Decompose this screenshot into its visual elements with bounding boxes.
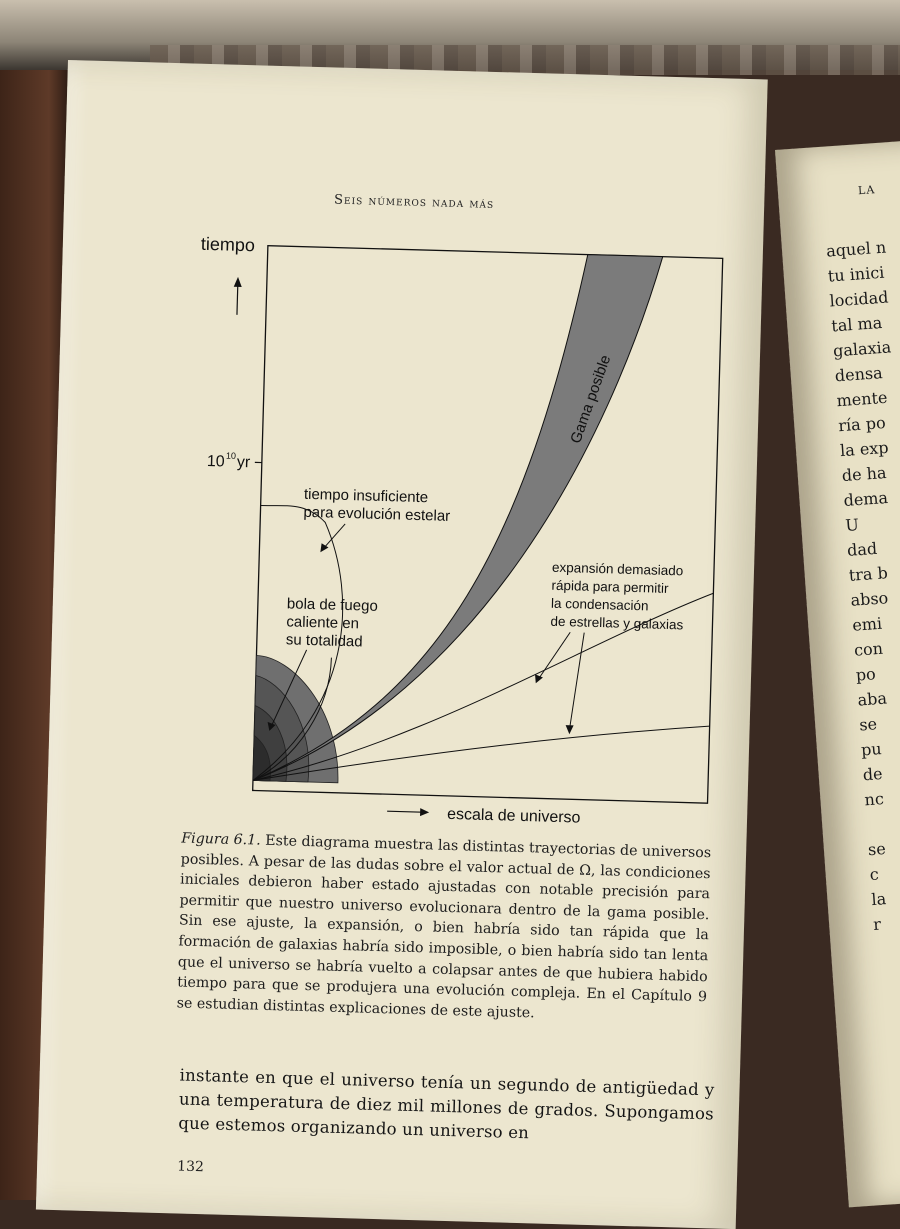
right-page-line: aba [857,689,888,710]
expansion-label-3: la condensación [551,596,649,614]
right-page-line: se [867,839,886,859]
y-axis-arrowhead [234,277,242,287]
y-axis-arrow [237,283,238,315]
right-page-line: nc [864,789,885,809]
left-page [36,60,768,1229]
expansion-pointer-2 [570,632,585,729]
right-page-line: con [853,639,883,660]
insufficient-label-1: tiempo insuficiente [304,486,429,506]
right-page-head: LA [858,183,876,197]
band-label: Gama posible [567,353,614,446]
right-page-line: se [859,714,878,734]
right-page-line: mente [836,388,888,411]
right-page-line: de ha [841,463,887,485]
x-axis-label: escala de universo [447,806,581,827]
right-page-line: U [845,515,860,535]
right-page-line: aquel n [826,238,887,261]
fireball-label-2: caliente en [286,613,359,632]
running-head: Seis números nada más [214,189,614,215]
figure-caption [176,828,711,1028]
right-page [775,140,900,1207]
right-page-line: abso [850,588,889,610]
right-page-line: tal ma [831,313,883,336]
diagram-svg [176,234,753,869]
x-axis-arrowhead [420,808,429,816]
caption-text: Este diagrama muestra las distintas trayectorias de universos posibles. A pesar de las dudas sobre el valor actual de Ω, las condiciones iniciales debieron haber estado ajustadas con notable precisión para permitir que nuestro universo evolucionara dentro de la gama posible. Sin ese ajuste, la expansión, o bien habría sido tan rápida que la formación de galaxias habría sido imposible, o bien habría sido tan lenta que el universo se habría vuelto a colapsar antes de que hubiera habido tiempo para que se produjera una evolución compleja. En el Capítulo 9 se estudian distintas explicaciones de este ajuste. [176,833,711,1021]
right-page-line: la [871,889,887,909]
fireball-label-3: su totalidad [286,631,363,650]
right-page-line: c [869,865,879,885]
right-page-line: de [862,764,883,784]
expansion-arrowhead-1 [535,674,543,683]
expansion-label-4: de estrellas y galaxias [550,614,683,633]
insufficient-label-2: para evolución estelar [303,504,450,525]
right-page-line: po [855,664,876,684]
right-page-line: tu inici [827,263,885,286]
y-tick-base: 10 [207,453,225,470]
right-page-line: locidad [829,287,889,310]
right-page-line: pu [860,739,882,759]
expansion-arrowhead-2 [565,725,573,734]
right-page-line: r [873,915,882,934]
figure-diagram [176,234,753,869]
y-tick-unit: yr [237,454,251,471]
right-page-line: ría po [838,413,886,435]
caption-figure-number: Figura 6.1. [181,830,261,848]
fireball-label-1: bola de fuego [287,595,378,615]
expansion-pointer-1 [539,631,570,679]
right-page-line: densa [834,363,883,385]
expansion-label-2: rápida para permitir [551,578,669,596]
page-number: 132 [177,1158,204,1175]
right-page-line: tra b [848,563,888,585]
right-page-line: galaxia [832,337,891,360]
right-page-line: dad [846,539,877,560]
right-page-line: emi [852,614,883,635]
x-axis-arrow [387,811,422,812]
right-page-line: la exp [839,438,889,460]
expansion-label-1: expansión demasiado [552,560,684,579]
y-tick-exponent: 10 [226,451,236,461]
right-page-line: dema [843,488,889,510]
body-paragraph: instante en que el universo tenía un segundo de antigüedad y una temperatura de diez mil millones de grados. Supongamos que estemos organizando un universo en [178,1064,715,1151]
y-axis-label: tiempo [201,234,256,256]
